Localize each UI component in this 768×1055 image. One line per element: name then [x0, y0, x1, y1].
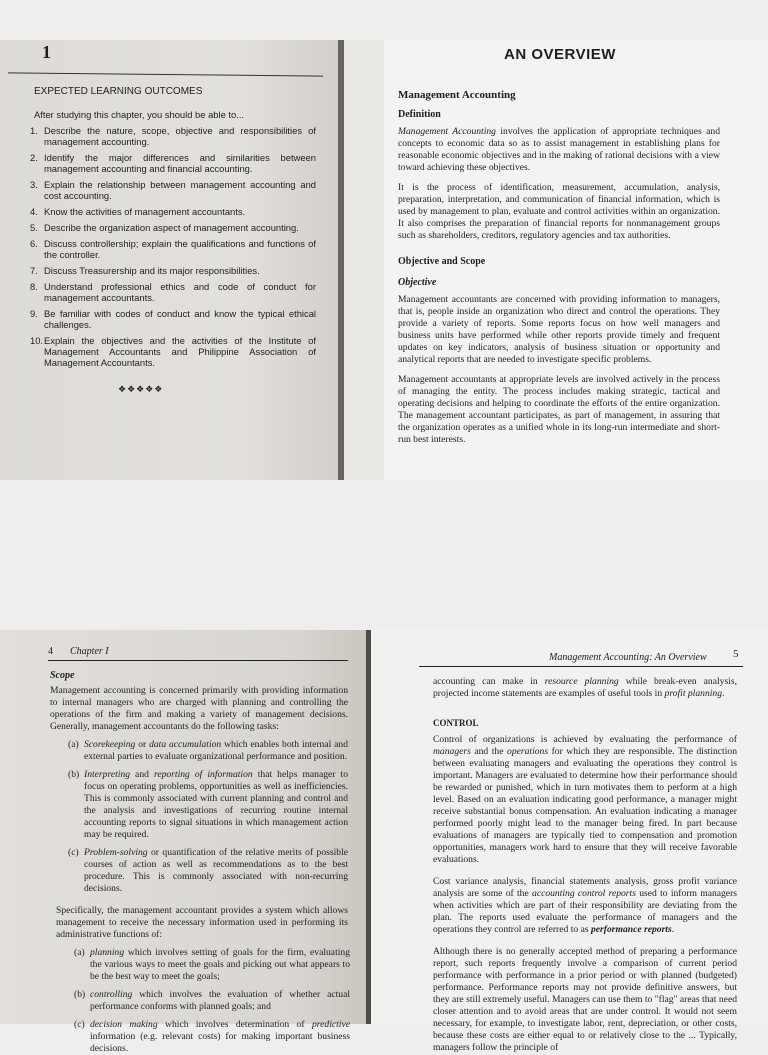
page-content	[30, 86, 324, 395]
outcome-item	[30, 238, 316, 260]
although-paragraph: Although there is no generally accepted method of preparing a performance report, such reports frequently involve a comparison of current period performance with performance in a prior period or with planned (budgeted) performance. Performance reports may not provide definitive answers, but they are still extremely useful. Managers can use them to "flag" areas that need closer attention and to avoid areas that are under control. It would not seem necessary, for example, to investigate labor, rent, depreciation, or other costs, because these costs are either equal to or relatively close to the ... Typically, managers follow the principle of	[433, 946, 737, 1053]
item-text: Discuss controllership; explain the qualifications and functions of the controller.	[44, 238, 316, 260]
text: which involves setting of goals for the firm, evaluating the various ways to meet the goals and picking out what appears to be the best way to meet the goals;	[90, 947, 350, 982]
term: reporting of information	[153, 769, 253, 780]
ornament: ❖❖❖❖❖	[118, 384, 164, 394]
function-item	[74, 947, 350, 983]
term: Scorekeeping	[84, 739, 136, 750]
item-text: Know the activities of management accountants.	[44, 206, 246, 217]
term: performance reports	[590, 924, 672, 935]
item-number: 6.	[30, 238, 38, 249]
term: Management Accounting	[398, 126, 496, 137]
term: planning	[90, 947, 125, 958]
term: resource planning	[544, 676, 619, 687]
text: accounting can make in	[433, 676, 545, 687]
text: or quantification of the relative merits of possible courses of action as well as recommendations as to the best procedure. This is commonly associated with non-recurring decisions.	[84, 847, 348, 894]
header-rule	[8, 72, 323, 76]
item-number: 8.	[30, 281, 38, 292]
item-text: Explain the objectives and the activities of the Institute of Management Accountants and Philippine Association of Management Accountants.	[44, 335, 316, 368]
term: profit planning	[664, 688, 722, 699]
text: for which they are responsible. The distinction between evaluating managers and evaluating the operations they control is important. Managers are evaluated to determine how their performance should be rewarded or punished, which in turn motivates them to perform at a high level. Based on an evaluation indicating good performance, a manager might receive substantial bonus compensation. An evaluation indicating a manager performed poorly might lead to the manager being fired. In part because evaluations of managers are typically tied to compensation and promotion opportunities, managers work hard to ensure that they will receive favorable evaluations.	[433, 746, 737, 865]
page-content	[50, 670, 350, 1055]
text: information (e.g. relevant costs) for making important business decisions.	[90, 1031, 350, 1054]
heading-management-accounting: Management Accounting	[398, 89, 516, 101]
cost-variance-paragraph	[433, 876, 737, 936]
item-number: 10.	[30, 335, 44, 346]
outcome-item	[30, 179, 316, 201]
text: which involves the evaluation of whether actual performance conforms with planned goals; and	[90, 989, 350, 1012]
functions-list	[74, 947, 350, 1055]
text: while break-even analysis, projected income statements are examples of useful tools in	[433, 676, 737, 699]
specifically-paragraph: Specifically, the management accountant provides a system which allows management to receive the necessary information used in performing its administrative functions of:	[56, 905, 348, 940]
term: Problem-solving	[84, 847, 148, 858]
item-number: 7.	[30, 265, 38, 276]
item-text: Be familiar with codes of conduct and know the typical ethical challenges.	[44, 308, 316, 330]
header-rule	[419, 666, 743, 667]
page-content	[433, 676, 737, 1054]
page-number: 5	[733, 648, 739, 660]
term: data accumulation	[149, 739, 222, 750]
definition-paragraph-1	[398, 126, 720, 174]
text: and the	[470, 746, 508, 757]
item-label: (c)	[74, 1019, 85, 1030]
item-text: Understand professional ethics and code of conduct for management accountants.	[44, 281, 316, 303]
text: used to inform managers when activities which are part of their responsibility are deviating from the plan. The reports used evaluate the performance of managers and the operations they control are referred to as	[433, 888, 737, 935]
text: involves the application of appropriate techniques and concepts to economic data so as to assist management in establishing plans for reasonable economic objectives and in the making of rational decisions with a view toward achieving these objectives.	[398, 126, 720, 173]
item-number: 5.	[30, 222, 38, 233]
scope-paragraph: Management accounting is concerned primarily with providing information to internal managers who are charged with planning and controlling the operations of the firm and making a variety of management decisions. Generally, management accountants do the following tasks:	[50, 685, 348, 732]
heading-scope: Scope	[50, 670, 75, 681]
text: .	[722, 688, 725, 699]
text: that helps manager to focus on operating problems, opportunities as well as inefficiencies. This is commonly associated with current planning and control and the analysis and investigations of recurring routine internal accounting reports to signal situations in which management action may be required.	[84, 769, 348, 840]
page-top-right	[384, 40, 768, 480]
text: which enables both internal and external parties to evaluate organizational performance and position.	[84, 739, 348, 762]
term: predictive	[311, 1019, 350, 1030]
text: and	[130, 769, 154, 780]
outcome-item	[30, 152, 316, 174]
text: Cost variance analysis, financial statements analysis, gross profit variance analysis are some of the	[433, 876, 737, 899]
item-number: 1.	[30, 125, 38, 136]
item-label: (b)	[68, 769, 80, 780]
function-item	[74, 1019, 350, 1055]
chapter-number: 1	[42, 42, 51, 62]
outcome-item	[30, 222, 316, 233]
item-label: (b)	[74, 989, 86, 1000]
section-heading: EXPECTED LEARNING OUTCOMES	[34, 86, 203, 97]
page-top-left	[0, 40, 340, 480]
heading-objective-scope: Objective and Scope	[398, 256, 486, 267]
outcome-item	[30, 335, 316, 368]
heading-control: CONTROL	[433, 718, 479, 728]
term: controlling	[90, 989, 133, 1000]
term: Interpreting	[84, 769, 131, 780]
header-rule	[48, 660, 348, 661]
item-number: 3.	[30, 179, 38, 190]
item-label: (a)	[74, 947, 85, 958]
page-content	[398, 89, 720, 446]
page-bottom-right	[371, 630, 768, 1053]
item-number: 9.	[30, 308, 38, 319]
objective-paragraph-2: Management accountants at appropriate levels are involved actively in the process of managing the entity. The process includes making strategic, tactical and operating decisions and helping to coordinate the efforts of the entire organization. The management accountant participates, as part of management, in assuring that the organization operates as a unified whole in its long-run intermediate and short-run best interests.	[398, 374, 720, 445]
outcome-item	[30, 308, 316, 330]
item-number: 4.	[30, 206, 38, 217]
item-label: (a)	[68, 739, 79, 750]
item-text: Identify the major differences and similarities between management accounting and financial accounting.	[44, 152, 316, 174]
page-number: 4	[48, 646, 53, 657]
function-item	[74, 989, 350, 1013]
continued-paragraph	[433, 676, 737, 700]
page-margin	[344, 40, 384, 480]
objective-paragraph-1: Management accountants are concerned with providing information to managers, that is, people inside an organization who direct and control the operations. They provide a variety of reports. Some reports focus on how well managers and business units have performed while other reports provide timely and frequent updates on key indicators, analysis of business situation or opportunity and analytical reports that are needed to investigate specific problems.	[398, 294, 720, 365]
term: accounting control reports	[532, 888, 636, 899]
text: which involves determination of	[157, 1019, 312, 1030]
heading-objective: Objective	[398, 277, 437, 288]
item-number: 2.	[30, 152, 38, 163]
definition-paragraph-2: It is the process of identification, measurement, accumulation, analysis, preparation, interpretation, and communication of financial information, which is used by management to plan, evaluate and control activities within an organization. It also comprises the preparation of financial reports for nonmanagement groups such as shareholders, creditors, regulatory agencies and tax authorities.	[398, 182, 720, 241]
task-item	[68, 739, 348, 763]
term: operations	[507, 746, 549, 757]
page-bottom-left	[0, 630, 368, 1054]
item-label: (c)	[68, 847, 79, 858]
outcomes-list	[30, 125, 316, 368]
item-text: Describe the organization aspect of management accounting.	[44, 222, 299, 233]
text: Control of organizations is achieved by evaluating the performance of	[433, 734, 737, 745]
text: or	[135, 739, 150, 750]
item-text: Discuss Treasurership and its major responsibilities.	[44, 265, 260, 276]
outcome-item	[30, 125, 316, 147]
outcome-item	[30, 281, 316, 303]
tasks-list	[68, 739, 348, 895]
intro-text: After studying this chapter, you should be able to...	[34, 109, 245, 120]
task-item	[68, 769, 348, 841]
outcome-item	[30, 206, 316, 217]
text: .	[671, 924, 675, 935]
term: managers	[433, 746, 471, 757]
chapter-title: AN OVERVIEW	[504, 46, 616, 63]
item-text: Explain the relationship between management accounting and cost accounting.	[44, 179, 316, 201]
item-text: Describe the nature, scope, objective and responsibilities of management accounting.	[44, 125, 316, 147]
control-paragraph	[433, 734, 737, 866]
running-head: Chapter I	[70, 646, 109, 657]
running-head: Management Accounting: An Overview	[549, 652, 707, 663]
outcome-item	[30, 265, 316, 276]
heading-definition: Definition	[398, 109, 441, 120]
term: decision making	[90, 1019, 158, 1030]
task-item	[68, 847, 348, 895]
